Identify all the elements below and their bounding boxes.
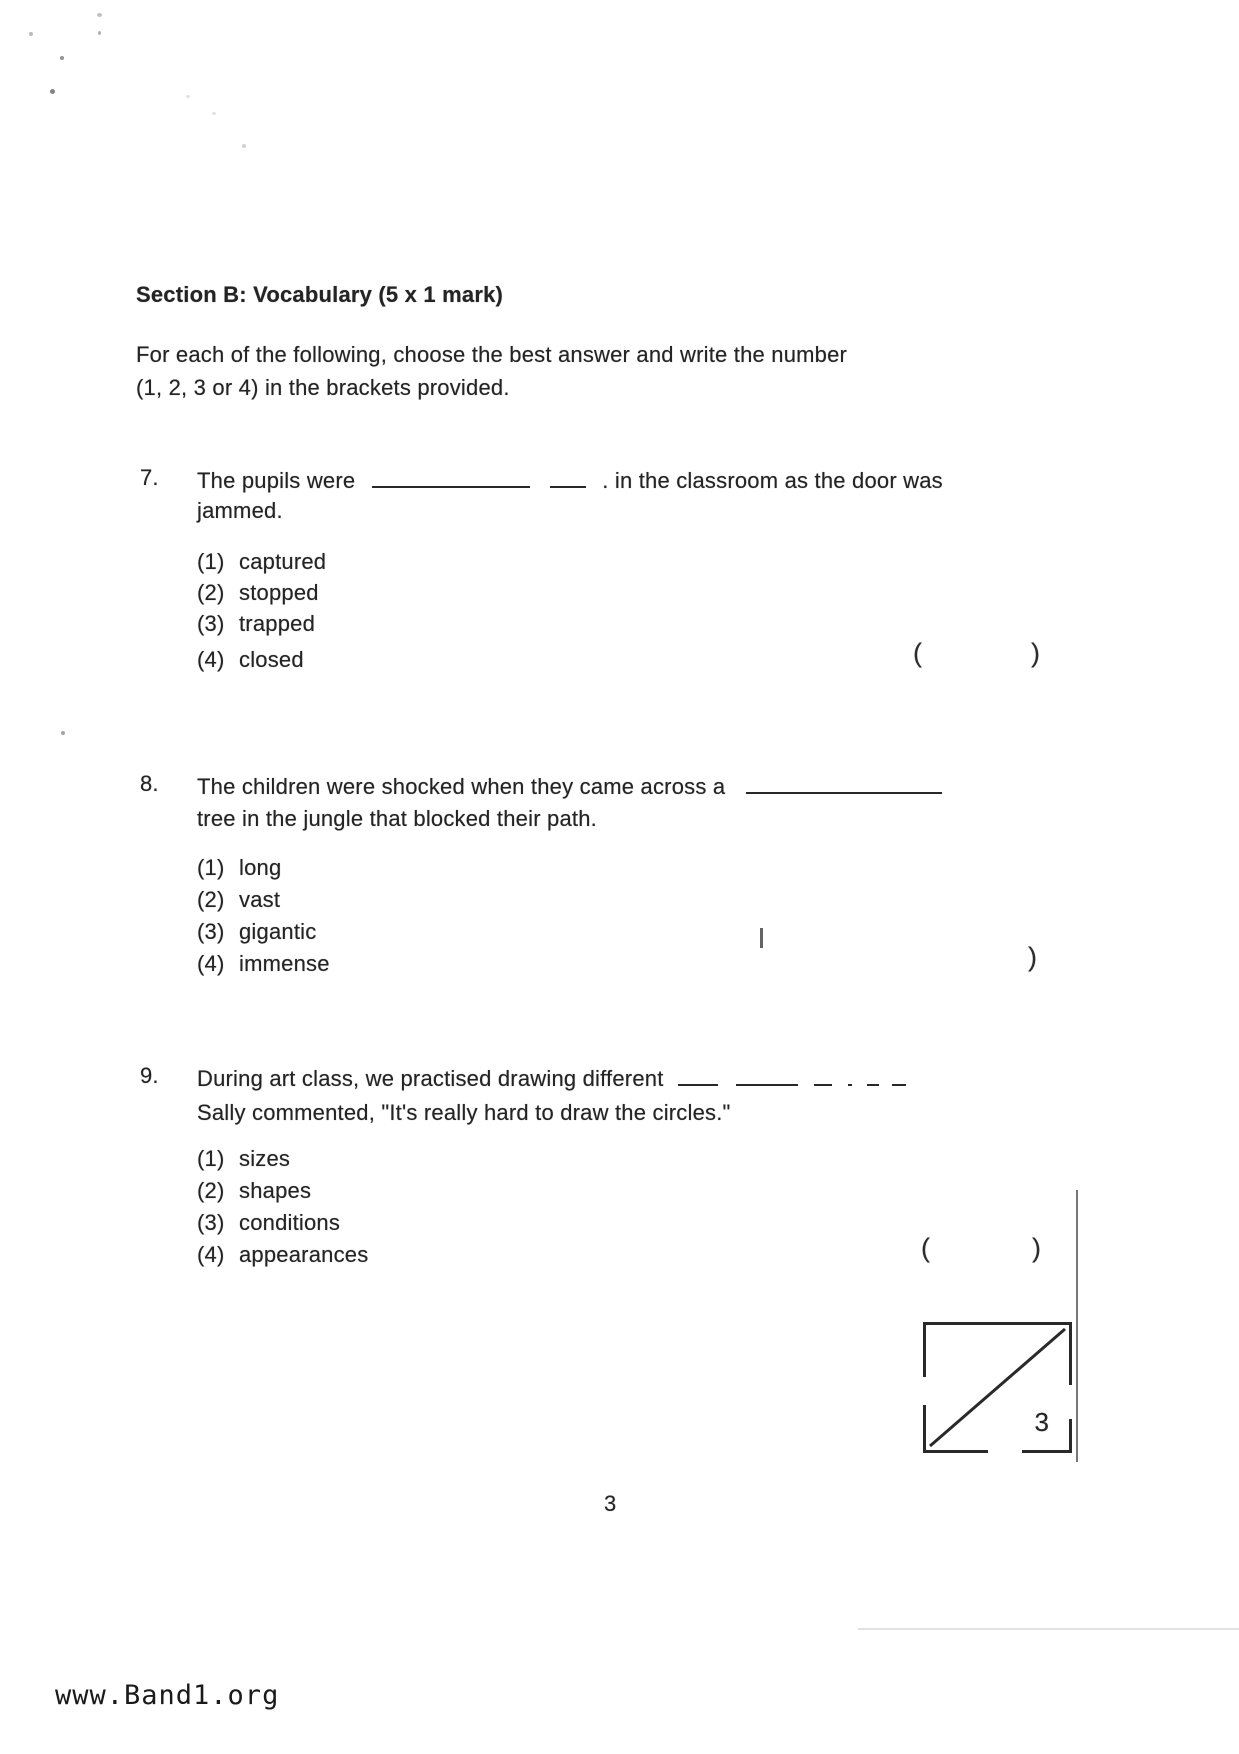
- scan-speck: [242, 144, 246, 148]
- option-number: (3): [197, 919, 225, 944]
- answer-blank: [736, 1064, 798, 1086]
- question-number: 8.: [140, 771, 159, 796]
- scan-speck: [186, 95, 190, 98]
- answer-blank: [892, 1064, 906, 1086]
- instructions-line1: For each of the following, choose the best answer and write the number: [136, 342, 848, 367]
- stem-text: During art class, we practised drawing different: [197, 1066, 664, 1091]
- scan-artifact-tick: [760, 928, 763, 948]
- answer-blank: [867, 1064, 879, 1086]
- option-text: conditions: [239, 1210, 341, 1235]
- scan-border-gap: [1068, 1385, 1073, 1419]
- question-stem: [197, 772, 942, 799]
- option-text: appearances: [239, 1242, 369, 1267]
- option-row: [197, 952, 330, 976]
- option-row: [197, 1211, 340, 1235]
- scan-speck: [97, 13, 102, 17]
- answer-bracket-open: (: [921, 1233, 930, 1263]
- option-text: sizes: [239, 1146, 291, 1171]
- scan-speck: [61, 731, 65, 735]
- answer-bracket-close: ): [1031, 638, 1040, 668]
- answer-blank: [678, 1064, 718, 1086]
- option-number: (3): [197, 611, 225, 636]
- instructions-line2: (1, 2, 3 or 4) in the brackets provided.: [136, 375, 510, 400]
- option-number: (2): [197, 887, 225, 912]
- question-number: 9.: [140, 1063, 159, 1088]
- option-row: [197, 581, 319, 605]
- option-number: (2): [197, 1178, 225, 1203]
- option-text: gigantic: [239, 919, 317, 944]
- scan-speck: [60, 56, 64, 60]
- scan-border-gap: [988, 1449, 1022, 1454]
- corner-box: [923, 1322, 1072, 1453]
- question-stem-line2: tree in the jungle that blocked their path.: [197, 806, 597, 831]
- scan-border-gap: [922, 1377, 927, 1405]
- option-text: long: [239, 855, 282, 880]
- option-number: (4): [197, 647, 225, 672]
- question-stem-line2: jammed.: [197, 498, 283, 523]
- option-text: stopped: [239, 580, 319, 605]
- question-stem: [197, 1064, 906, 1091]
- answer-blank: [550, 466, 586, 488]
- stem-text: The children were shocked when they came across a: [197, 774, 726, 799]
- scan-speck: [29, 32, 33, 36]
- answer-blank: [746, 772, 942, 794]
- answer-bracket-close: ): [1032, 1233, 1041, 1263]
- answer-bracket-open: (: [913, 638, 922, 668]
- watermark: www.Band1.org: [55, 1680, 280, 1711]
- option-text: trapped: [239, 611, 316, 636]
- option-row: [197, 888, 280, 912]
- scan-speck: [50, 89, 55, 94]
- option-number: (2): [197, 580, 225, 605]
- scan-artifact-line: [1076, 1190, 1078, 1462]
- option-number: (3): [197, 1210, 225, 1235]
- option-row: [197, 856, 281, 880]
- option-number: (4): [197, 951, 225, 976]
- option-row: [197, 612, 315, 636]
- question-number: 7.: [140, 465, 159, 490]
- option-row: [197, 550, 326, 574]
- option-text: shapes: [239, 1178, 312, 1203]
- option-row: [197, 1147, 290, 1171]
- option-number: (4): [197, 1242, 225, 1267]
- stem-text: The pupils were: [197, 468, 356, 493]
- option-number: (1): [197, 1146, 225, 1171]
- section-header: Section B: Vocabulary (5 x 1 mark): [136, 282, 504, 307]
- question-stem: [197, 466, 943, 493]
- answer-bracket-close: ): [1028, 942, 1037, 972]
- option-row: [197, 648, 304, 672]
- answer-blank: [848, 1064, 852, 1086]
- scan-artifact-streak: [858, 1628, 1239, 1630]
- answer-blank: [372, 466, 530, 488]
- option-number: (1): [197, 855, 225, 880]
- option-row: [197, 1243, 368, 1267]
- option-text: captured: [239, 549, 327, 574]
- page-number: 3: [604, 1491, 617, 1516]
- corner-box-label: 3: [1034, 1407, 1049, 1437]
- option-number: (1): [197, 549, 225, 574]
- stem-text: . in the classroom as the door was: [602, 468, 943, 493]
- scan-speck: [212, 112, 216, 115]
- answer-blank: [814, 1064, 832, 1086]
- question-stem-line2: Sally commented, "It's really hard to draw the circles.": [197, 1100, 731, 1125]
- option-row: [197, 1179, 311, 1203]
- option-text: closed: [239, 647, 304, 672]
- scan-speck: [98, 31, 101, 35]
- option-row: [197, 920, 316, 944]
- option-text: immense: [239, 951, 330, 976]
- option-text: vast: [239, 887, 281, 912]
